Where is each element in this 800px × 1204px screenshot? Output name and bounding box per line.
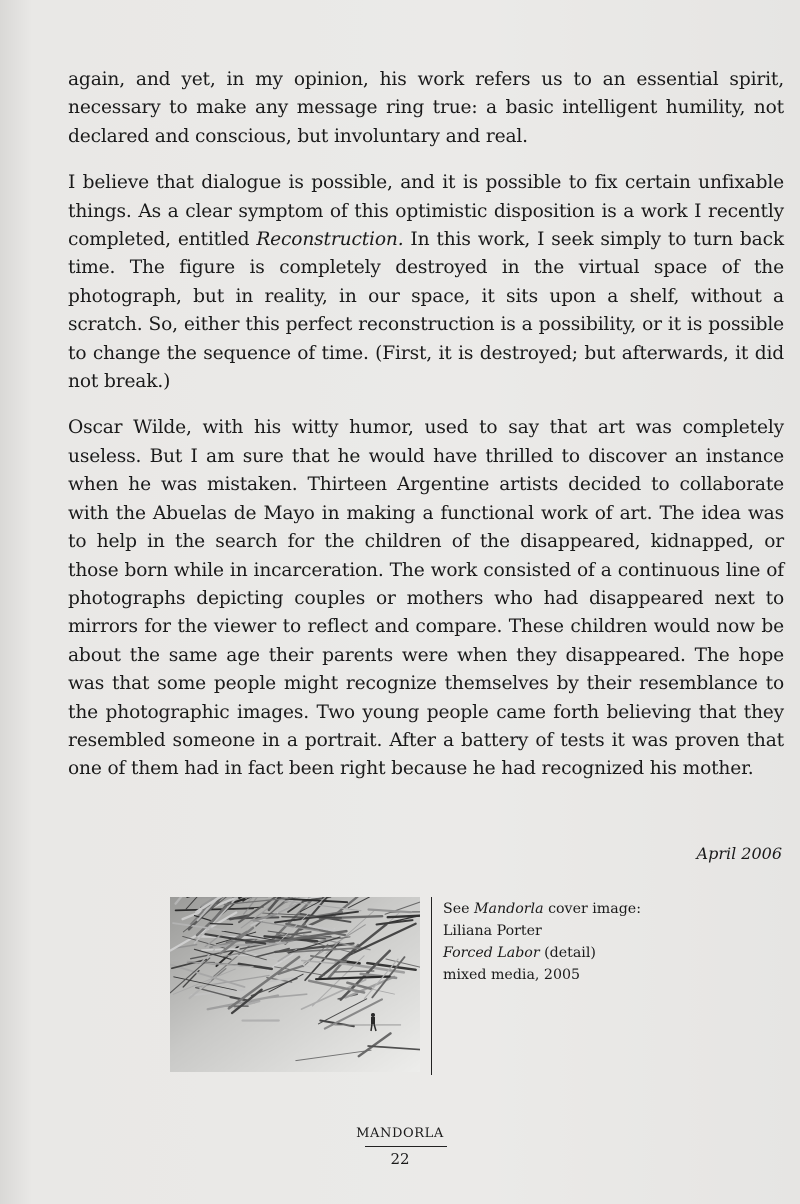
paragraph-1-text: again, and yet, in my opinion, his work refers us to an essential spirit, necessary to make any message ring true: a basic intelligent humility, not declared and conscious, but involuntary and real. xyxy=(68,69,784,147)
stick-texture xyxy=(202,949,239,950)
caption-line-cover xyxy=(443,898,783,920)
paragraph-3-text: Oscar Wilde, with his witty humor, used to say that art was completely useless. But I am sure that he would have thrilled to discover an instance when he was mistaken. Thirteen Argentine artists decided to collaborate with the Abuelas de Mayo in making a functional work of art. The idea was to help in the search for the children of the disappeared, kidnapped, or those born while in incarceration. The work consisted of a continuous line of photographs depicting couples or mothers who had disappeared next to mirrors for the viewer to reflect and compare. These children would now be about the same age their parents were when they disappeared. The hope was that some people might recognize themselves by their resemblance to the photographic images. Two young people came forth believing that they resembled someone in a portrait. After a battery of tests it was proven that one of them had in fact been right because he had recognized his mother. xyxy=(68,417,784,780)
caption-journal-title: Mandorla xyxy=(474,901,544,917)
caption-see: See xyxy=(443,901,475,917)
caption-artist: Liliana Porter xyxy=(443,923,542,939)
article-body xyxy=(68,66,784,802)
page-number: 22 xyxy=(390,1150,410,1168)
work-title-reconstruction: Reconstruction. xyxy=(256,229,404,251)
caption-cover-image: cover image: xyxy=(543,901,641,917)
essay-date: April 2006 xyxy=(696,844,782,863)
cover-image-photo xyxy=(170,897,420,1072)
stick-texture xyxy=(210,924,232,925)
caption-work xyxy=(443,942,783,964)
caption-work-title: Forced Labor xyxy=(443,945,540,961)
paragraph-2-text-start: I believe that dialogue is possible, and it is possible to fix certain unfixable things. As a clear symptom of this optimistic disposition is a work I recently completed, entitled xyxy=(68,172,784,251)
paragraph-2 xyxy=(68,169,784,396)
paragraph-3 xyxy=(68,414,784,783)
footer-journal-name: MANDORLA xyxy=(356,1126,444,1141)
footer-divider xyxy=(365,1146,447,1147)
image-caption xyxy=(443,898,783,986)
paragraph-1 xyxy=(68,66,784,151)
caption-medium: mixed media, 2005 xyxy=(443,967,581,983)
paragraph-2-text-end: In this work, I seek simply to turn back time. The figure is completely destroyed in the virtual space of the photograph, but in reality, in our space, it sits upon a shelf, without a scratch. So, either this perfect reconstruction is a possibility, or it is possible to change the sequence of time. (First, it is destroyed; but afterwards, it did not break.) xyxy=(68,229,784,393)
caption-divider xyxy=(431,897,432,1075)
caption-work-detail: (detail) xyxy=(539,945,596,961)
